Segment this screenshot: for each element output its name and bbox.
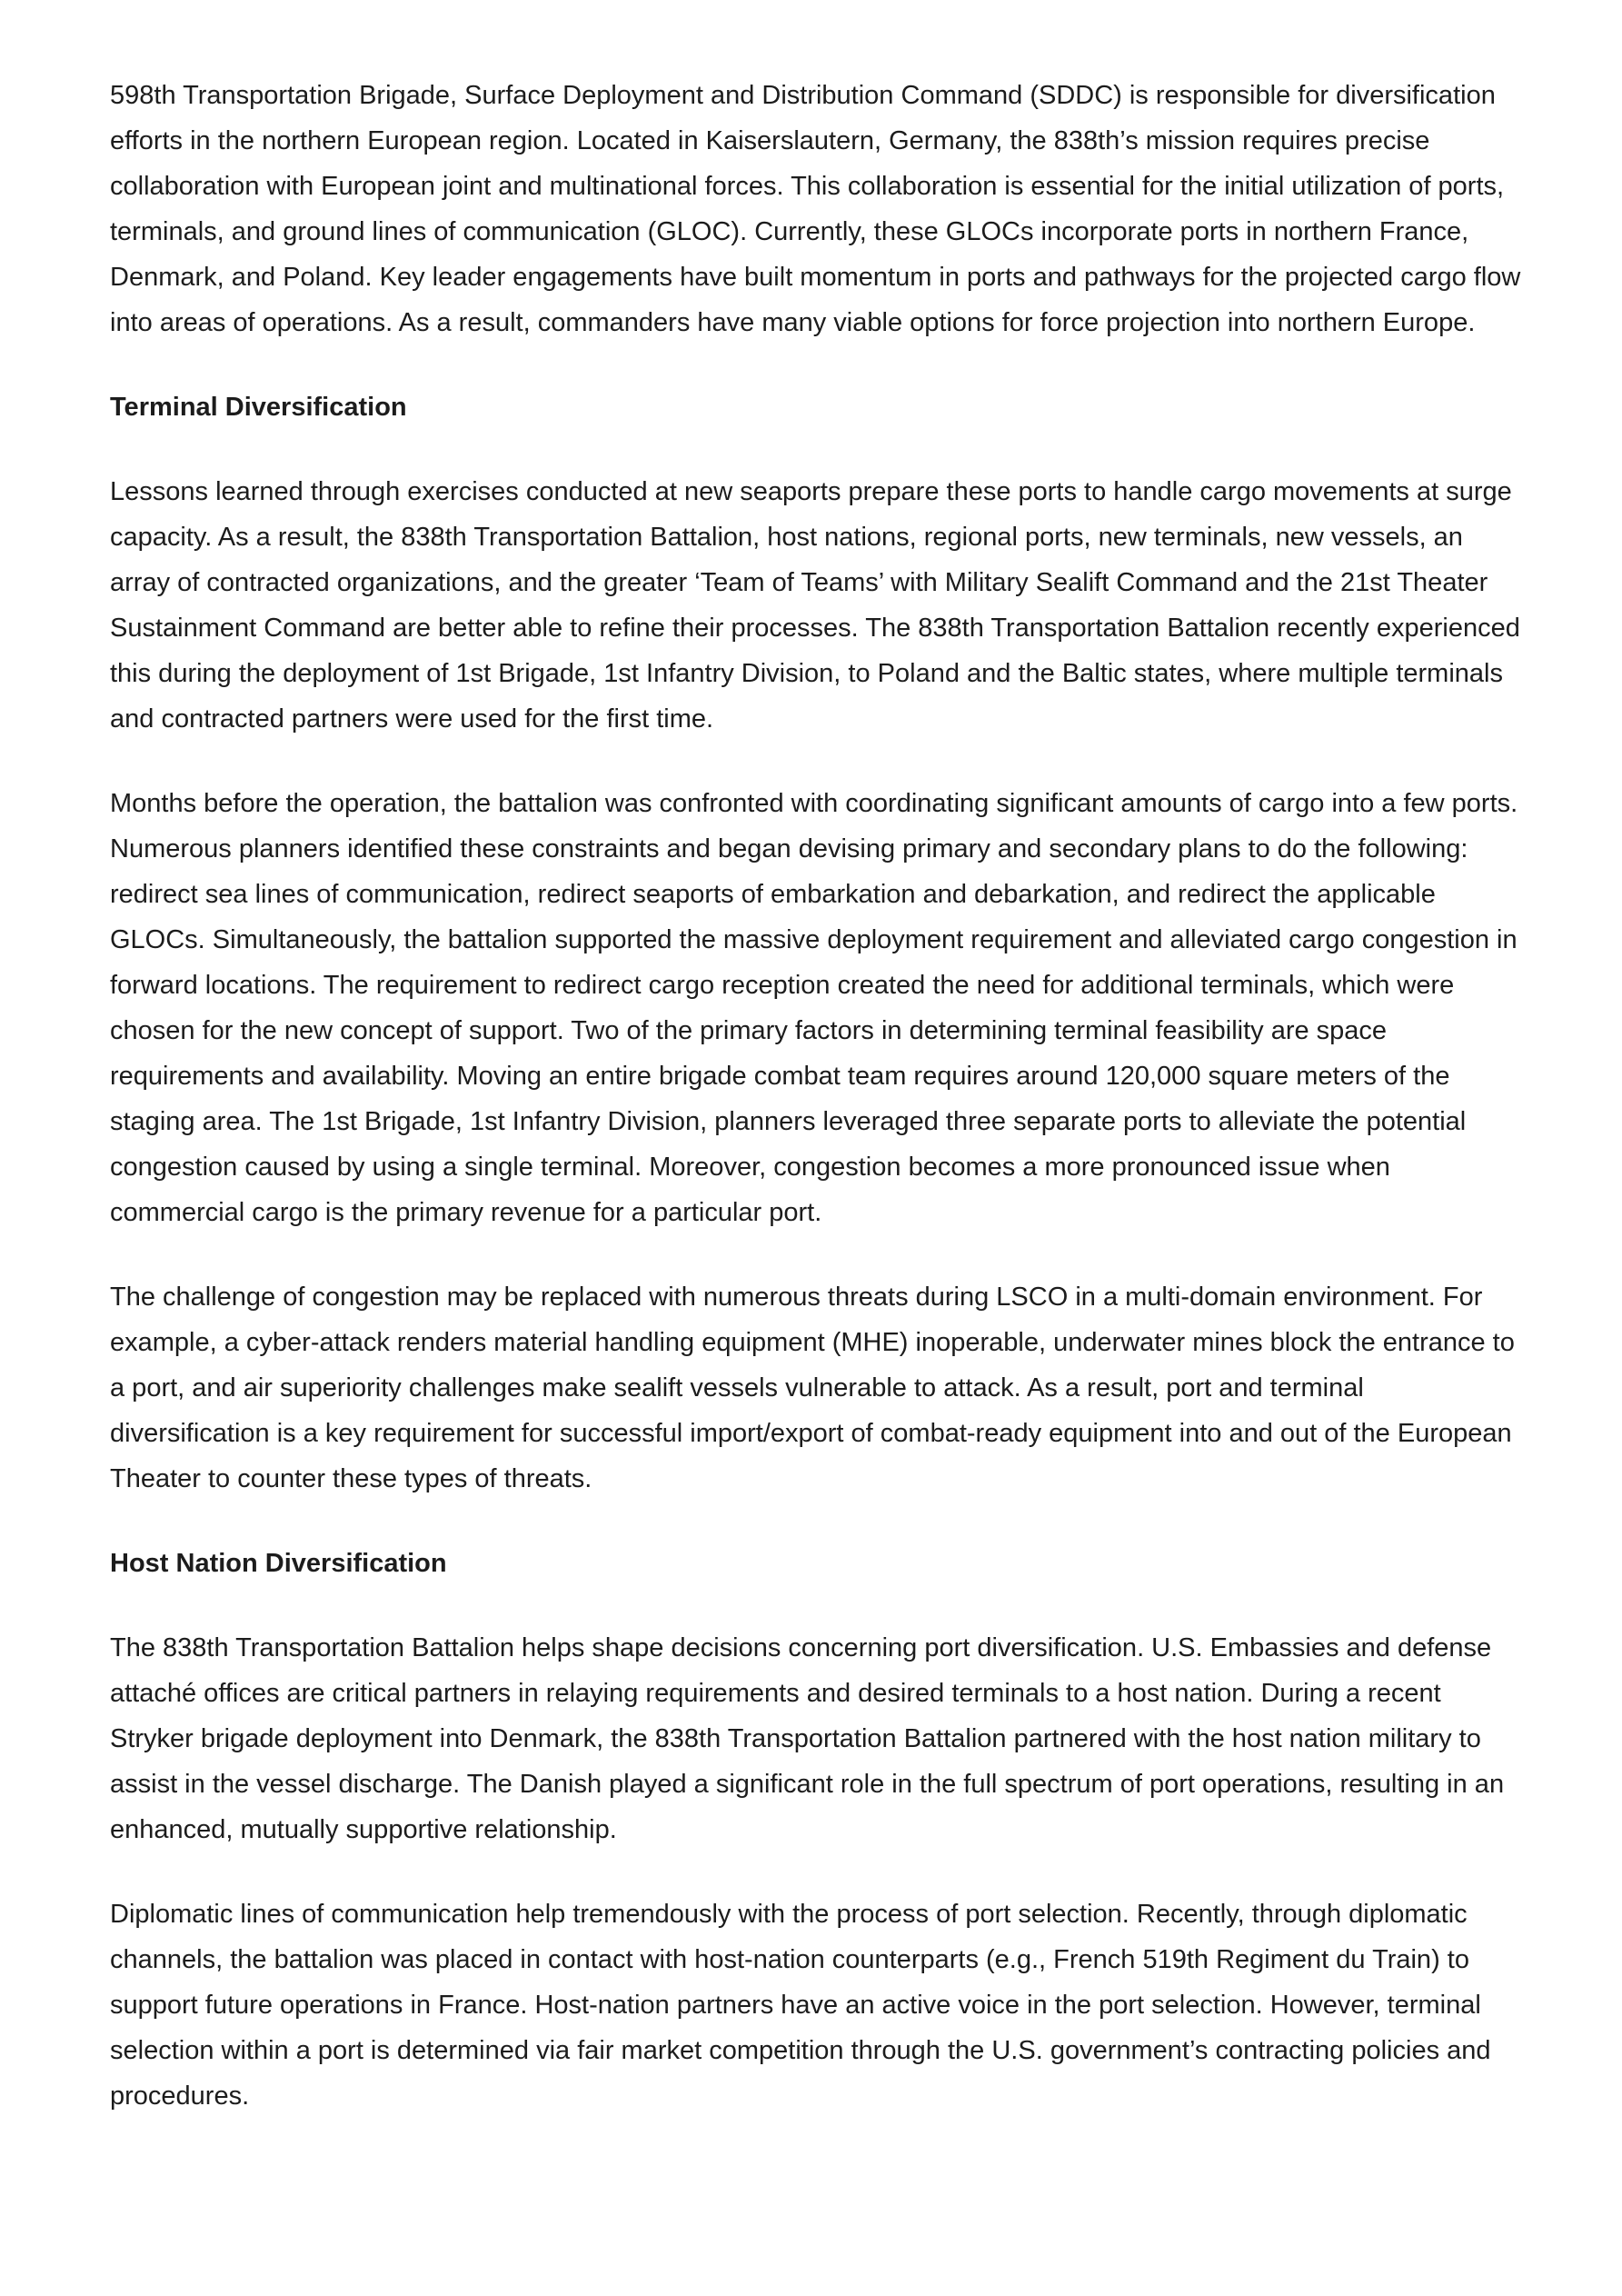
heading-host-nation-diversification: Host Nation Diversification <box>110 1549 447 1578</box>
heading-terminal-diversification: Terminal Diversification <box>110 393 407 422</box>
paragraph-months-before: Months before the operation, the battalion was confronted with coordinating significant amounts of cargo into a few ports. Numerous planners identified these constraints and began devising primary and secondary plans to do the following: redirect sea lines of communication, redirect seaports of embarkation and debarkation, and redirect the applicable GLOCs. Simultaneously, the battalion supported the massive deployment requirement and alleviated cargo congestion in forward locations. The requirement to redirect cargo reception created the need for additional terminals, which were chosen for the new concept of support. Two of the primary factors in determining terminal feasibility are space requirements and availability. Moving an entire brigade combat team requires around 120,000 square meters of the staging area. The 1st Brigade, 1st Infantry Division, planners leveraged three separate ports to alleviate the potential congestion caused by using a single terminal. Moreover, congestion becomes a more pronounced issue when commercial cargo is the primary revenue for a particular port. <box>110 789 1518 1227</box>
paragraph-intro: 598th Transportation Brigade, Surface Deployment and Distribution Command (SDDC) is responsible for diversification efforts in the northern European region. Located in Kaiserslautern, Germany, the 838th’s mission requires precise collaboration with European joint and multinational forces. This collaboration is essential for the initial utilization of ports, terminals, and ground lines of communication (GLOC). Currently, these GLOCs incorporate ports in northern France, Denmark, and Poland. Key leader engagements have built momentum in ports and pathways for the projected cargo flow into areas of operations. As a result, commanders have many viable options for force projection into northern Europe. <box>110 81 1521 337</box>
article-body <box>110 73 1527 2158</box>
paragraph-lessons-learned: Lessons learned through exercises conducted at new seaports prepare these ports to handle cargo movements at surge capacity. As a result, the 838th Transportation Battalion, host nations, regional ports, new terminals, new vessels, an array of contracted organizations, and the greater ‘Team of Teams’ with Military Sealift Command and the 21st Theater Sustainment Command are better able to refine their processes. The 838th Transportation Battalion recently experienced this during the deployment of 1st Brigade, 1st Infantry Division, to Poland and the Baltic states, where multiple terminals and contracted partners were used for the first time. <box>110 477 1520 734</box>
paragraph-port-diversification: The 838th Transportation Battalion helps shape decisions concerning port diversification. U.S. Embassies and defense attaché offices are critical partners in relaying requirements and desired terminals to a host nation. During a recent Stryker brigade deployment into Denmark, the 838th Transportation Battalion partnered with the host nation military to assist in the vessel discharge. The Danish played a significant role in the full spectrum of port operations, resulting in an enhanced, mutually supportive relationship. <box>110 1633 1505 1844</box>
paragraph-congestion-threats: The challenge of congestion may be replaced with numerous threats during LSCO in a multi-domain environment. For example, a cyber-attack renders material handling equipment (MHE) inoperable, underwater mines block the entrance to a port, and air superiority challenges make sealift vessels vulnerable to attack. As a result, port and terminal diversification is a key requirement for successful import/export of combat-ready equipment into and out of the European Theater to counter these types of threats. <box>110 1283 1515 1493</box>
paragraph-diplomatic-lines: Diplomatic lines of communication help tremendously with the process of port selection. Recently, through diplomatic channels, the battalion was placed in contact with host-nation counterparts (e.g., French 519th Regiment du Train) to support future operations in France. Host-nation partners have an active voice in the port selection. However, terminal selection within a port is determined via fair market competition through the U.S. government’s contracting policies and procedures. <box>110 1900 1491 2111</box>
